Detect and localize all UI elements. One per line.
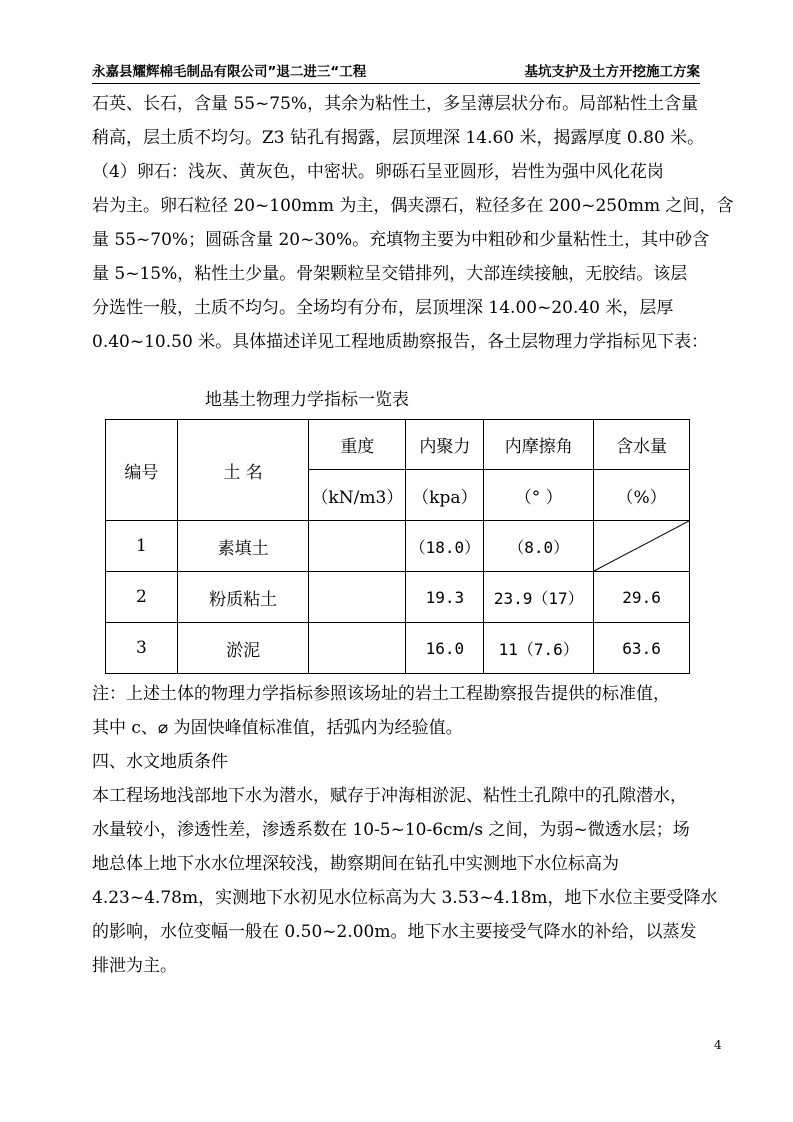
header-soil-name: 土 名 [177, 420, 309, 521]
cell-cohesion: 19.3 [406, 572, 484, 623]
table-note-line: 其中 c、⌀ 为固快峰值标准值，括弧内为经验值。 [92, 718, 463, 738]
cell-density [309, 572, 406, 623]
table-header-row [106, 420, 690, 470]
body-paragraph-bottom [92, 677, 718, 983]
header-friction: 内摩擦角 [484, 420, 594, 470]
cell-number: 1 [106, 521, 178, 572]
soil-properties-table [105, 419, 690, 674]
cell-soil-name: 素填土 [177, 521, 309, 572]
table-row [106, 521, 690, 572]
cell-moisture: 63.6 [594, 623, 690, 674]
cell-number: 3 [106, 623, 178, 674]
header-density: 重度 [309, 420, 406, 470]
table-caption: 地基土物理力学指标一览表 [205, 390, 409, 410]
body-paragraph-top [92, 87, 734, 359]
text-line: 水量较小，渗透性差，渗透系数在 10-5~10-6cm/s 之间，为弱~微透水层；场 [92, 820, 690, 840]
cell-moisture: 29.6 [594, 572, 690, 623]
cell-friction: （8.0） [484, 521, 594, 572]
text-line: 的影响，水位变幅一般在 0.50~2.00m。地下水主要接受气降水的补给，以蒸发 [92, 922, 697, 942]
text-line: 4.23~4.78m，实测地下水初见水位标高为大 3.53~4.18m，地下水位主要受降水 [92, 888, 718, 908]
table-row [106, 623, 690, 674]
unit-cohesion: （kpa） [406, 470, 484, 521]
section-heading: 四、水文地质条件 [92, 752, 228, 772]
text-line: （4）卵石：浅灰、黄灰色，中密状。卵砾石呈亚圆形，岩性为强中风化花岗 [92, 162, 664, 182]
page-number: 4 [714, 1038, 722, 1052]
text-line: 分选性一般，土质不均匀。全场均有分布，层顶埋深 14.00~20.40 米，层厚 [92, 298, 674, 318]
unit-moisture: （%） [594, 470, 690, 521]
cell-density [309, 623, 406, 674]
text-line: 石英、长石，含量 55~75%，其余为粘性土，多呈薄层状分布。局部粘性土含量 [92, 94, 699, 114]
table-note-line: 注：上述土体的物理力学指标参照该场址的岩土工程勘察报告提供的标准值， [92, 684, 670, 704]
unit-density: （kN/m3） [309, 470, 406, 521]
cell-cohesion: 16.0 [406, 623, 484, 674]
cell-soil-name: 淤泥 [177, 623, 309, 674]
text-line: 稍高，层土质不均匀。Z3 钻孔有揭露，层顶埋深 14.60 米，揭露厚度 0.80 米。 [92, 128, 705, 148]
header-cohesion: 内聚力 [406, 420, 484, 470]
header-document-title: 基坑支护及土方开挖施工方案 [524, 64, 700, 80]
text-line: 岩为主。卵石粒径 20~100mm 为主，偶夹漂石，粒径多在 200~250mm 之间，含 [92, 196, 734, 216]
cell-moisture-empty [594, 521, 690, 572]
cell-number: 2 [106, 572, 178, 623]
header-number: 编号 [106, 420, 178, 521]
header-moisture: 含水量 [594, 420, 690, 470]
unit-friction: （° ） [484, 470, 594, 521]
cell-friction: 23.9（17） [484, 572, 594, 623]
table-row [106, 572, 690, 623]
diagonal-slash-icon [594, 521, 689, 571]
header-rule [92, 83, 700, 84]
cell-cohesion: （18.0） [406, 521, 484, 572]
cell-soil-name: 粉质粘土 [177, 572, 309, 623]
cell-density [309, 521, 406, 572]
text-line: 排泄为主。 [92, 956, 177, 976]
header-project-title: 永嘉县耀辉棉毛制品有限公司”退二进三“工程 [92, 64, 367, 80]
cell-friction: 11（7.6） [484, 623, 594, 674]
page-header [92, 60, 700, 82]
text-line: 地总体上地下水水位埋深较浅，勘察期间在钻孔中实测地下水位标高为 [92, 854, 619, 874]
text-line: 量 5~15%，粘性土少量。骨架颗粒呈交错排列，大部连续接触，无胶结。该层 [92, 264, 688, 284]
text-line: 本工程场地浅部地下水为潜水，赋存于冲海相淤泥、粘性土孔隙中的孔隙潜水， [92, 786, 687, 806]
text-line: 量 55~70%；圆砾含量 20~30%。充填物主要为中粗砂和少量粘性土，其中砂含 [92, 230, 710, 250]
text-line: 0.40~10.50 米。具体描述详见工程地质勘察报告，各土层物理力学指标见下表： [92, 332, 709, 352]
